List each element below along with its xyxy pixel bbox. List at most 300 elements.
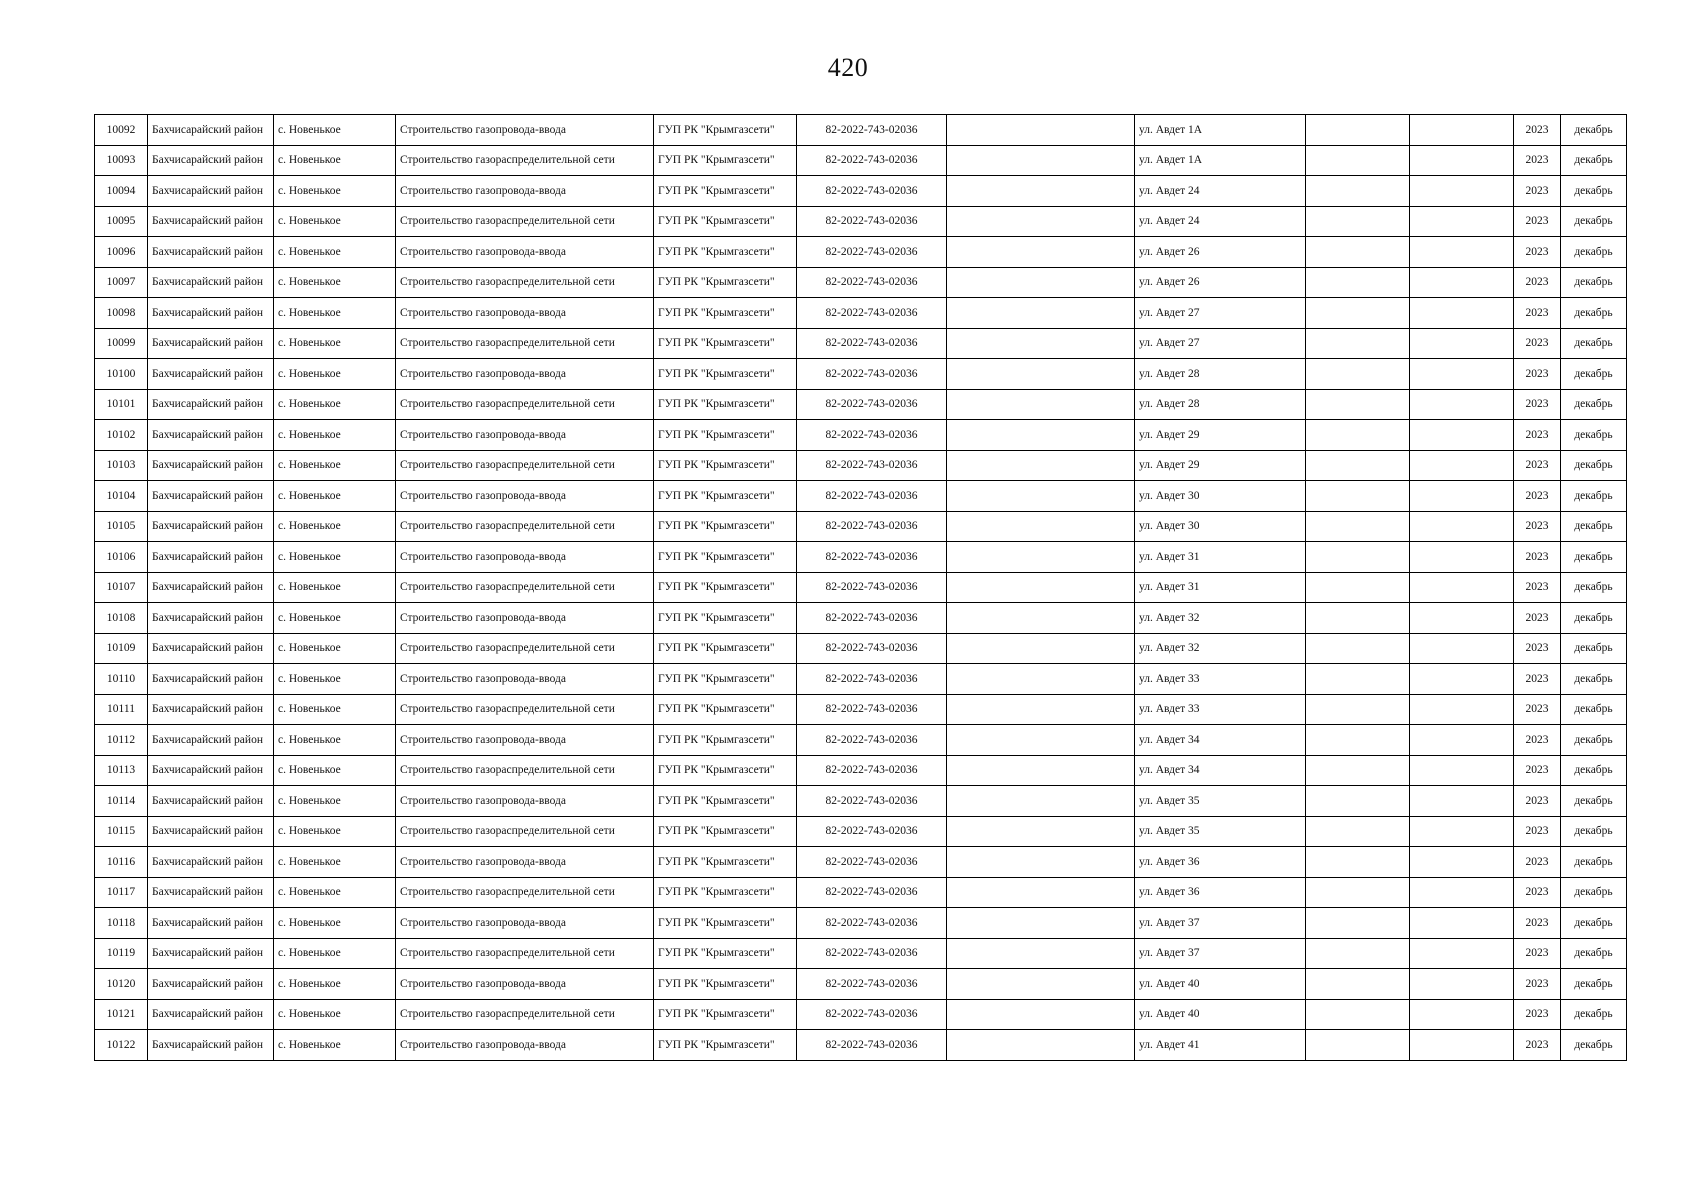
table-row — [95, 542, 1627, 573]
address-cell: ул. Авдет 26 — [1135, 237, 1306, 268]
year-cell: 2023 — [1514, 115, 1561, 146]
settlement-cell: с. Новенькое — [274, 237, 396, 268]
organization-cell: ГУП РК "Крымгазсети" — [654, 267, 797, 298]
empty-cell — [947, 664, 1135, 695]
registry-code-cell: 82-2022-743-02036 — [797, 511, 947, 542]
registry-code-cell: 82-2022-743-02036 — [797, 542, 947, 573]
year-cell: 2023 — [1514, 298, 1561, 329]
empty-cell — [1410, 755, 1514, 786]
empty-cell — [1306, 450, 1410, 481]
empty-cell — [1306, 206, 1410, 237]
year-cell: 2023 — [1514, 572, 1561, 603]
registry-code-cell: 82-2022-743-02036 — [797, 847, 947, 878]
registry-code-cell: 82-2022-743-02036 — [797, 267, 947, 298]
month-cell: декабрь — [1561, 908, 1627, 939]
table-row — [95, 999, 1627, 1030]
month-cell: декабрь — [1561, 359, 1627, 390]
row-number: 10104 — [95, 481, 148, 512]
settlement-cell: с. Новенькое — [274, 511, 396, 542]
year-cell: 2023 — [1514, 938, 1561, 969]
row-number: 10122 — [95, 1030, 148, 1061]
year-cell: 2023 — [1514, 389, 1561, 420]
empty-cell — [1410, 481, 1514, 512]
work-type-cell: Строительство газораспределительной сети — [396, 572, 654, 603]
settlement-cell: с. Новенькое — [274, 176, 396, 207]
empty-cell — [1306, 542, 1410, 573]
empty-cell — [1410, 969, 1514, 1000]
table-row — [95, 206, 1627, 237]
address-cell: ул. Авдет 29 — [1135, 420, 1306, 451]
month-cell: декабрь — [1561, 725, 1627, 756]
month-cell: декабрь — [1561, 298, 1627, 329]
address-cell: ул. Авдет 31 — [1135, 572, 1306, 603]
empty-cell — [1410, 847, 1514, 878]
table-row — [95, 389, 1627, 420]
table-row — [95, 359, 1627, 390]
empty-cell — [947, 999, 1135, 1030]
settlement-cell: с. Новенькое — [274, 389, 396, 420]
work-type-cell: Строительство газораспределительной сети — [396, 816, 654, 847]
year-cell: 2023 — [1514, 450, 1561, 481]
empty-cell — [1410, 145, 1514, 176]
empty-cell — [1306, 389, 1410, 420]
settlement-cell: с. Новенькое — [274, 664, 396, 695]
settlement-cell: с. Новенькое — [274, 603, 396, 634]
empty-cell — [947, 816, 1135, 847]
empty-cell — [947, 115, 1135, 146]
empty-cell — [1410, 176, 1514, 207]
year-cell: 2023 — [1514, 877, 1561, 908]
settlement-cell: с. Новенькое — [274, 847, 396, 878]
row-number: 10105 — [95, 511, 148, 542]
registry-code-cell: 82-2022-743-02036 — [797, 908, 947, 939]
month-cell: декабрь — [1561, 938, 1627, 969]
year-cell: 2023 — [1514, 267, 1561, 298]
month-cell: декабрь — [1561, 816, 1627, 847]
empty-cell — [1410, 694, 1514, 725]
table-row — [95, 969, 1627, 1000]
empty-cell — [947, 694, 1135, 725]
year-cell: 2023 — [1514, 1030, 1561, 1061]
table-row — [95, 115, 1627, 146]
table-row — [95, 603, 1627, 634]
month-cell: декабрь — [1561, 389, 1627, 420]
settlement-cell: с. Новенькое — [274, 420, 396, 451]
page-number: 420 — [827, 53, 869, 82]
year-cell: 2023 — [1514, 359, 1561, 390]
organization-cell: ГУП РК "Крымгазсети" — [654, 115, 797, 146]
empty-cell — [947, 908, 1135, 939]
year-cell: 2023 — [1514, 145, 1561, 176]
year-cell: 2023 — [1514, 694, 1561, 725]
work-type-cell: Строительство газопровода-ввода — [396, 298, 654, 329]
district-cell: Бахчисарайский район — [148, 1030, 274, 1061]
empty-cell — [1410, 725, 1514, 756]
month-cell: декабрь — [1561, 542, 1627, 573]
organization-cell: ГУП РК "Крымгазсети" — [654, 816, 797, 847]
organization-cell: ГУП РК "Крымгазсети" — [654, 481, 797, 512]
organization-cell: ГУП РК "Крымгазсети" — [654, 908, 797, 939]
empty-cell — [1306, 298, 1410, 329]
month-cell: декабрь — [1561, 145, 1627, 176]
registry-code-cell: 82-2022-743-02036 — [797, 633, 947, 664]
year-cell: 2023 — [1514, 603, 1561, 634]
settlement-cell: с. Новенькое — [274, 145, 396, 176]
district-cell: Бахчисарайский район — [148, 908, 274, 939]
empty-cell — [947, 237, 1135, 268]
row-number: 10107 — [95, 572, 148, 603]
district-cell: Бахчисарайский район — [148, 420, 274, 451]
work-type-cell: Строительство газопровода-ввода — [396, 359, 654, 390]
empty-cell — [947, 206, 1135, 237]
organization-cell: ГУП РК "Крымгазсети" — [654, 450, 797, 481]
address-cell: ул. Авдет 1А — [1135, 115, 1306, 146]
work-type-cell: Строительство газопровода-ввода — [396, 603, 654, 634]
settlement-cell: с. Новенькое — [274, 999, 396, 1030]
row-number: 10112 — [95, 725, 148, 756]
organization-cell: ГУП РК "Крымгазсети" — [654, 725, 797, 756]
work-type-cell: Строительство газопровода-ввода — [396, 1030, 654, 1061]
empty-cell — [1410, 420, 1514, 451]
address-cell: ул. Авдет 35 — [1135, 816, 1306, 847]
organization-cell: ГУП РК "Крымгазсети" — [654, 603, 797, 634]
district-cell: Бахчисарайский район — [148, 176, 274, 207]
work-type-cell: Строительство газопровода-ввода — [396, 481, 654, 512]
table-row — [95, 237, 1627, 268]
work-type-cell: Строительство газопровода-ввода — [396, 420, 654, 451]
address-cell: ул. Авдет 24 — [1135, 176, 1306, 207]
work-type-cell: Строительство газопровода-ввода — [396, 786, 654, 817]
empty-cell — [1306, 572, 1410, 603]
year-cell: 2023 — [1514, 542, 1561, 573]
work-type-cell: Строительство газораспределительной сети — [396, 633, 654, 664]
registry-table — [94, 114, 1627, 1061]
empty-cell — [1410, 572, 1514, 603]
organization-cell: ГУП РК "Крымгазсети" — [654, 328, 797, 359]
organization-cell: ГУП РК "Крымгазсети" — [654, 938, 797, 969]
empty-cell — [1410, 115, 1514, 146]
empty-cell — [1306, 115, 1410, 146]
work-type-cell: Строительство газопровода-ввода — [396, 115, 654, 146]
empty-cell — [947, 450, 1135, 481]
table-row — [95, 145, 1627, 176]
empty-cell — [1410, 938, 1514, 969]
table-row — [95, 694, 1627, 725]
district-cell: Бахчисарайский район — [148, 359, 274, 390]
row-number: 10098 — [95, 298, 148, 329]
year-cell: 2023 — [1514, 206, 1561, 237]
registry-code-cell: 82-2022-743-02036 — [797, 999, 947, 1030]
table-row — [95, 664, 1627, 695]
empty-cell — [947, 938, 1135, 969]
organization-cell: ГУП РК "Крымгазсети" — [654, 420, 797, 451]
empty-cell — [947, 969, 1135, 1000]
empty-cell — [947, 633, 1135, 664]
month-cell: декабрь — [1561, 237, 1627, 268]
table-row — [95, 908, 1627, 939]
month-cell: декабрь — [1561, 786, 1627, 817]
organization-cell: ГУП РК "Крымгазсети" — [654, 694, 797, 725]
organization-cell: ГУП РК "Крымгазсети" — [654, 755, 797, 786]
row-number: 10109 — [95, 633, 148, 664]
empty-cell — [1410, 1030, 1514, 1061]
work-type-cell: Строительство газопровода-ввода — [396, 969, 654, 1000]
address-cell: ул. Авдет 26 — [1135, 267, 1306, 298]
settlement-cell: с. Новенькое — [274, 328, 396, 359]
settlement-cell: с. Новенькое — [274, 725, 396, 756]
address-cell: ул. Авдет 34 — [1135, 755, 1306, 786]
registry-code-cell: 82-2022-743-02036 — [797, 938, 947, 969]
year-cell: 2023 — [1514, 816, 1561, 847]
district-cell: Бахчисарайский район — [148, 450, 274, 481]
district-cell: Бахчисарайский район — [148, 511, 274, 542]
district-cell: Бахчисарайский район — [148, 145, 274, 176]
registry-code-cell: 82-2022-743-02036 — [797, 420, 947, 451]
organization-cell: ГУП РК "Крымгазсети" — [654, 542, 797, 573]
empty-cell — [1306, 786, 1410, 817]
empty-cell — [1410, 206, 1514, 237]
registry-code-cell: 82-2022-743-02036 — [797, 1030, 947, 1061]
table-row — [95, 267, 1627, 298]
table-row — [95, 786, 1627, 817]
address-cell: ул. Авдет 33 — [1135, 664, 1306, 695]
district-cell: Бахчисарайский район — [148, 999, 274, 1030]
district-cell: Бахчисарайский район — [148, 694, 274, 725]
row-number: 10100 — [95, 359, 148, 390]
table-row — [95, 1030, 1627, 1061]
settlement-cell: с. Новенькое — [274, 115, 396, 146]
address-cell: ул. Авдет 37 — [1135, 908, 1306, 939]
address-cell: ул. Авдет 31 — [1135, 542, 1306, 573]
table-row — [95, 572, 1627, 603]
district-cell: Бахчисарайский район — [148, 603, 274, 634]
registry-code-cell: 82-2022-743-02036 — [797, 176, 947, 207]
work-type-cell: Строительство газопровода-ввода — [396, 664, 654, 695]
organization-cell: ГУП РК "Крымгазсети" — [654, 298, 797, 329]
work-type-cell: Строительство газораспределительной сети — [396, 389, 654, 420]
organization-cell: ГУП РК "Крымгазсети" — [654, 999, 797, 1030]
year-cell: 2023 — [1514, 328, 1561, 359]
district-cell: Бахчисарайский район — [148, 877, 274, 908]
empty-cell — [1410, 786, 1514, 817]
empty-cell — [947, 481, 1135, 512]
settlement-cell: с. Новенькое — [274, 694, 396, 725]
empty-cell — [947, 1030, 1135, 1061]
table-row — [95, 847, 1627, 878]
empty-cell — [1410, 603, 1514, 634]
empty-cell — [947, 572, 1135, 603]
month-cell: декабрь — [1561, 481, 1627, 512]
empty-cell — [1306, 755, 1410, 786]
work-type-cell: Строительство газораспределительной сети — [396, 938, 654, 969]
organization-cell: ГУП РК "Крымгазсети" — [654, 877, 797, 908]
table-row — [95, 176, 1627, 207]
district-cell: Бахчисарайский район — [148, 938, 274, 969]
year-cell: 2023 — [1514, 999, 1561, 1030]
year-cell: 2023 — [1514, 176, 1561, 207]
empty-cell — [1306, 664, 1410, 695]
empty-cell — [1306, 481, 1410, 512]
address-cell: ул. Авдет 41 — [1135, 1030, 1306, 1061]
month-cell: декабрь — [1561, 572, 1627, 603]
organization-cell: ГУП РК "Крымгазсети" — [654, 176, 797, 207]
month-cell: декабрь — [1561, 328, 1627, 359]
address-cell: ул. Авдет 32 — [1135, 603, 1306, 634]
registry-code-cell: 82-2022-743-02036 — [797, 786, 947, 817]
address-cell: ул. Авдет 40 — [1135, 999, 1306, 1030]
empty-cell — [1306, 145, 1410, 176]
organization-cell: ГУП РК "Крымгазсети" — [654, 359, 797, 390]
month-cell: декабрь — [1561, 206, 1627, 237]
settlement-cell: с. Новенькое — [274, 267, 396, 298]
address-cell: ул. Авдет 32 — [1135, 633, 1306, 664]
table-row — [95, 938, 1627, 969]
district-cell: Бахчисарайский район — [148, 725, 274, 756]
registry-code-cell: 82-2022-743-02036 — [797, 237, 947, 268]
empty-cell — [1306, 725, 1410, 756]
registry-code-cell: 82-2022-743-02036 — [797, 877, 947, 908]
work-type-cell: Строительство газораспределительной сети — [396, 877, 654, 908]
table-row — [95, 298, 1627, 329]
work-type-cell: Строительство газораспределительной сети — [396, 145, 654, 176]
empty-cell — [1306, 999, 1410, 1030]
empty-cell — [1410, 633, 1514, 664]
address-cell: ул. Авдет 1А — [1135, 145, 1306, 176]
empty-cell — [1410, 542, 1514, 573]
district-cell: Бахчисарайский район — [148, 969, 274, 1000]
address-cell: ул. Авдет 36 — [1135, 877, 1306, 908]
empty-cell — [1306, 816, 1410, 847]
address-cell: ул. Авдет 40 — [1135, 969, 1306, 1000]
empty-cell — [947, 847, 1135, 878]
district-cell: Бахчисарайский район — [148, 755, 274, 786]
district-cell: Бахчисарайский район — [148, 267, 274, 298]
row-number: 10103 — [95, 450, 148, 481]
row-number: 10121 — [95, 999, 148, 1030]
year-cell: 2023 — [1514, 511, 1561, 542]
year-cell: 2023 — [1514, 908, 1561, 939]
empty-cell — [947, 603, 1135, 634]
empty-cell — [1410, 298, 1514, 329]
table-body — [95, 115, 1627, 1061]
registry-code-cell: 82-2022-743-02036 — [797, 450, 947, 481]
settlement-cell: с. Новенькое — [274, 877, 396, 908]
work-type-cell: Строительство газораспределительной сети — [396, 206, 654, 237]
empty-cell — [1306, 877, 1410, 908]
registry-code-cell: 82-2022-743-02036 — [797, 481, 947, 512]
table-row — [95, 633, 1627, 664]
settlement-cell: с. Новенькое — [274, 969, 396, 1000]
year-cell: 2023 — [1514, 633, 1561, 664]
empty-cell — [947, 877, 1135, 908]
registry-code-cell: 82-2022-743-02036 — [797, 816, 947, 847]
year-cell: 2023 — [1514, 664, 1561, 695]
organization-cell: ГУП РК "Крымгазсети" — [654, 206, 797, 237]
empty-cell — [1306, 1030, 1410, 1061]
month-cell: декабрь — [1561, 694, 1627, 725]
empty-cell — [1306, 267, 1410, 298]
row-number: 10099 — [95, 328, 148, 359]
registry-code-cell: 82-2022-743-02036 — [797, 603, 947, 634]
empty-cell — [1410, 450, 1514, 481]
settlement-cell: с. Новенькое — [274, 481, 396, 512]
empty-cell — [947, 145, 1135, 176]
month-cell: декабрь — [1561, 999, 1627, 1030]
row-number: 10110 — [95, 664, 148, 695]
row-number: 10097 — [95, 267, 148, 298]
work-type-cell: Строительство газопровода-ввода — [396, 542, 654, 573]
organization-cell: ГУП РК "Крымгазсети" — [654, 511, 797, 542]
empty-cell — [1306, 511, 1410, 542]
empty-cell — [1306, 969, 1410, 1000]
registry-code-cell: 82-2022-743-02036 — [797, 572, 947, 603]
row-number: 10120 — [95, 969, 148, 1000]
month-cell: декабрь — [1561, 969, 1627, 1000]
table-row — [95, 511, 1627, 542]
district-cell: Бахчисарайский район — [148, 816, 274, 847]
registry-code-cell: 82-2022-743-02036 — [797, 298, 947, 329]
empty-cell — [1306, 176, 1410, 207]
row-number: 10093 — [95, 145, 148, 176]
registry-code-cell: 82-2022-743-02036 — [797, 725, 947, 756]
year-cell: 2023 — [1514, 847, 1561, 878]
work-type-cell: Строительство газопровода-ввода — [396, 847, 654, 878]
empty-cell — [947, 511, 1135, 542]
empty-cell — [947, 328, 1135, 359]
empty-cell — [947, 420, 1135, 451]
table-row — [95, 725, 1627, 756]
row-number: 10092 — [95, 115, 148, 146]
registry-code-cell: 82-2022-743-02036 — [797, 115, 947, 146]
month-cell: декабрь — [1561, 633, 1627, 664]
empty-cell — [1410, 267, 1514, 298]
settlement-cell: с. Новенькое — [274, 938, 396, 969]
organization-cell: ГУП РК "Крымгазсети" — [654, 786, 797, 817]
empty-cell — [1306, 908, 1410, 939]
registry-code-cell: 82-2022-743-02036 — [797, 755, 947, 786]
work-type-cell: Строительство газораспределительной сети — [396, 328, 654, 359]
settlement-cell: с. Новенькое — [274, 572, 396, 603]
address-cell: ул. Авдет 30 — [1135, 481, 1306, 512]
registry-code-cell: 82-2022-743-02036 — [797, 694, 947, 725]
settlement-cell: с. Новенькое — [274, 908, 396, 939]
organization-cell: ГУП РК "Крымгазсети" — [654, 1030, 797, 1061]
month-cell: декабрь — [1561, 511, 1627, 542]
address-cell: ул. Авдет 30 — [1135, 511, 1306, 542]
row-number: 10115 — [95, 816, 148, 847]
organization-cell: ГУП РК "Крымгазсети" — [654, 572, 797, 603]
table-row — [95, 816, 1627, 847]
row-number: 10102 — [95, 420, 148, 451]
district-cell: Бахчисарайский район — [148, 664, 274, 695]
work-type-cell: Строительство газопровода-ввода — [396, 725, 654, 756]
empty-cell — [1306, 420, 1410, 451]
empty-cell — [947, 389, 1135, 420]
table-row — [95, 420, 1627, 451]
month-cell: декабрь — [1561, 176, 1627, 207]
empty-cell — [947, 786, 1135, 817]
row-number: 10119 — [95, 938, 148, 969]
month-cell: декабрь — [1561, 847, 1627, 878]
empty-cell — [1410, 877, 1514, 908]
year-cell: 2023 — [1514, 969, 1561, 1000]
district-cell: Бахчисарайский район — [148, 847, 274, 878]
empty-cell — [1410, 389, 1514, 420]
address-cell: ул. Авдет 28 — [1135, 389, 1306, 420]
year-cell: 2023 — [1514, 481, 1561, 512]
table-row — [95, 877, 1627, 908]
row-number: 10114 — [95, 786, 148, 817]
